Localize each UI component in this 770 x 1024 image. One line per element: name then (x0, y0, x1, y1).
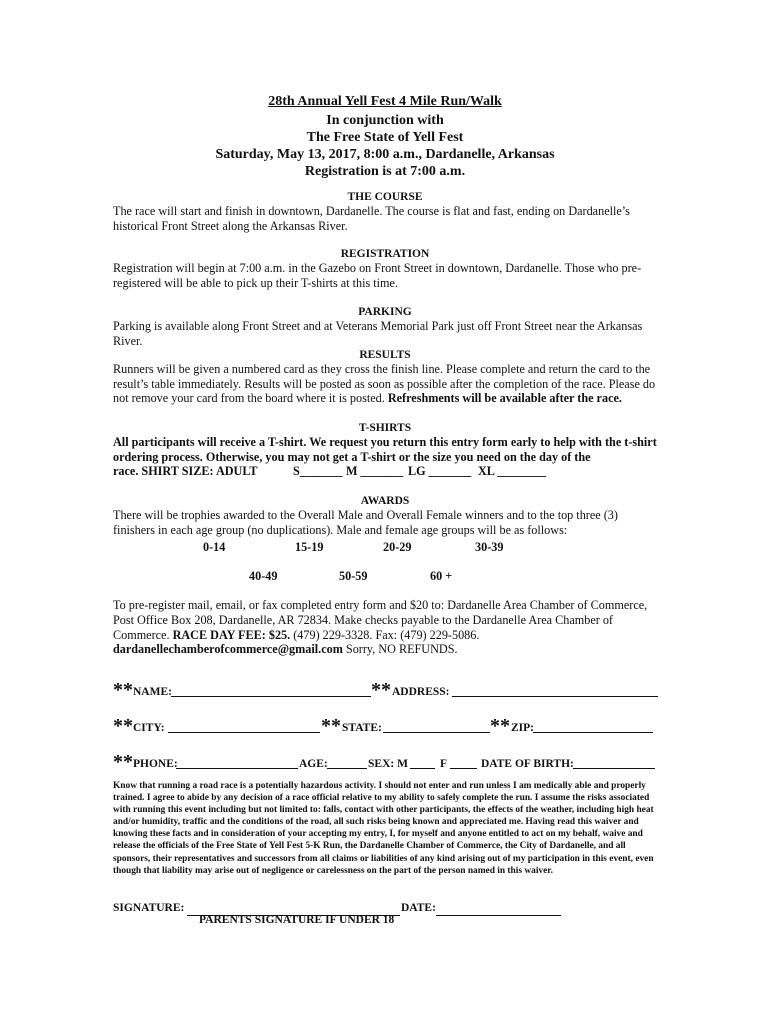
address-field[interactable] (452, 696, 658, 697)
name-field[interactable] (171, 696, 371, 697)
registration-heading: REGISTRATION (340, 248, 430, 260)
age-groups-row-1 (113, 539, 673, 555)
age-group: 40-49 (249, 569, 278, 583)
dob-field[interactable] (573, 768, 655, 769)
required-marker: ** (490, 715, 510, 737)
zip-label: ZIP: (511, 722, 534, 734)
header-date-location: Saturday, May 13, 2017, 8:00 a.m., Dardanelle, Arkansas (215, 147, 555, 162)
age-group: 20-29 (383, 540, 412, 554)
event-title: 28th Annual Yell Fest 4 Mile Run/Walk (268, 94, 502, 109)
date-label: DATE: (401, 902, 436, 914)
phone-field[interactable] (176, 768, 298, 769)
required-marker: ** (371, 679, 391, 701)
sex-m-label: SEX: M (368, 758, 408, 770)
chamber-email[interactable]: dardanellechamberofcommerce@gmail.com (113, 642, 343, 657)
address-label: ADDRESS: (392, 686, 450, 698)
required-marker: ** (321, 715, 341, 737)
city-field[interactable] (168, 732, 320, 733)
state-label: STATE: (342, 722, 382, 734)
dob-label: DATE OF BIRTH: (481, 758, 574, 770)
name-address-line (113, 676, 663, 700)
header-registration-time: Registration is at 7:00 a.m. (304, 164, 466, 179)
age-group: 0-14 (203, 540, 226, 554)
shirt-size-s-field[interactable]: S_______ (293, 464, 343, 478)
chamber-phone-fax: (479) 229-3328. Fax: (479) 229-5086. (293, 627, 480, 642)
name-label: NAME: (133, 686, 172, 698)
phone-age-sex-dob-line (113, 748, 663, 772)
age-group: 15-19 (295, 540, 324, 554)
refreshments-note: Refreshments will be available after the race. (387, 391, 622, 405)
shirt-size-lg-field[interactable]: LG _______ (408, 464, 472, 478)
results-text: Runners will be given a numbered card as they cross the finish line. Please complete and return the card to the result’s table immediately. Results will be posted as soon as possible after the completion of the race. Please do not remove your card from the board where it is posted. (113, 362, 656, 405)
preregister-paragraph (113, 598, 658, 657)
awards-text: There will be trophies awarded to the Overall Male and Overall Female winners and to the top three (3) finishers in each age group (no duplications). Male and female age groups will be as follows: (113, 508, 618, 537)
tshirts-text: All participants will receive a T-shirt. We request you return this entry form early to help with the t-shirt ordering process. Otherwise, you may not get a T-shirt or the size you need on the day of the (113, 435, 657, 464)
preregister-text: To pre-register mail, email, or fax completed entry form and $20 to: Dardanelle Area Chamber of Commerce, Post Office Box 208, Dardanelle, AR 72834. Make checks payable to the Dardanelle Area Chamber of Commerce. (113, 598, 648, 642)
age-group: 60 + (430, 569, 453, 583)
sex-f-label: F (440, 758, 448, 770)
age-group: 30-39 (475, 540, 504, 554)
city-state-zip-line (113, 712, 663, 736)
parents-signature-note: PARENTS SIGNATURE IF UNDER 18 (199, 914, 395, 926)
course-text: The race will start and finish in downtown, Dardanelle. The course is flat and fast, ending on Dardanelle’s historical Front Street along the Arkansas River. (113, 204, 630, 233)
required-marker: ** (113, 679, 133, 701)
header-conjunction: In conjunction with (326, 113, 444, 128)
parking-heading: PARKING (358, 306, 412, 318)
city-label: CITY: (133, 722, 165, 734)
liability-waiver: Know that running a road race is a potentially hazardous activity. I should not enter and run unless I am medically able and properly trained. I agree to abide by any decision of a race official relative to my ability to safely complete the run. I assume the risks associated with running this event including but not limited to: falls, contact with other participants, the effects of the weather, including high heat and/or humidity, traffic and the conditions of the road, all such risks being known and appreciated me. Having read this waiver and knowing these facts and in consideration of your accepting my entry, I, for myself and anyone entitled to act on my behalf, waive and release the officials of the Free State of Yell Fest 5-K Run, the Dardanelle Chamber of Commerce, the City of Dardanelle, and all sponsors, their representatives and successors from all claims or liabilities of any kind arising out of my participation in this event, even though that liability may arise out of negligence or carelessness on the part of the person named in this waiver. (113, 781, 654, 876)
age-label: AGE: (299, 758, 328, 770)
tshirts-heading: T-SHIRTS (358, 422, 412, 434)
sex-f-field[interactable] (450, 768, 477, 769)
sex-m-field[interactable] (410, 768, 435, 769)
age-groups-row-2 (113, 568, 673, 584)
shirt-size-row (113, 463, 673, 479)
state-field[interactable] (383, 732, 490, 733)
zip-field[interactable] (533, 732, 653, 733)
age-group: 50-59 (339, 569, 368, 583)
required-marker: ** (113, 715, 133, 737)
results-heading: RESULTS (359, 349, 411, 361)
no-refunds-note: Sorry, NO REFUNDS. (345, 642, 458, 657)
shirt-size-xl-field[interactable]: XL ________ (478, 464, 547, 478)
course-heading: THE COURSE (347, 191, 423, 203)
parking-text: Parking is available along Front Street and at Veterans Memorial Park just off Front Street near the Arkansas River. (113, 319, 643, 348)
registration-text: Registration will begin at 7:00 a.m. in the Gazebo on Front Street in downtown, Dardanelle. Those who pre-registered will be able to pick up their T-shirts at this time. (113, 261, 642, 290)
race-day-fee: RACE DAY FEE: $25. (172, 627, 291, 642)
age-field[interactable] (327, 768, 367, 769)
header-fest-name: The Free State of Yell Fest (306, 130, 464, 145)
awards-heading: AWARDS (360, 495, 410, 507)
signature-label: SIGNATURE: (113, 902, 185, 914)
results-paragraph (113, 362, 658, 406)
shirt-size-m-field[interactable]: M _______ (346, 464, 404, 478)
required-marker: ** (113, 751, 133, 773)
phone-label: PHONE: (133, 758, 178, 770)
shirt-size-label: race. SHIRT SIZE: ADULT (113, 464, 258, 478)
